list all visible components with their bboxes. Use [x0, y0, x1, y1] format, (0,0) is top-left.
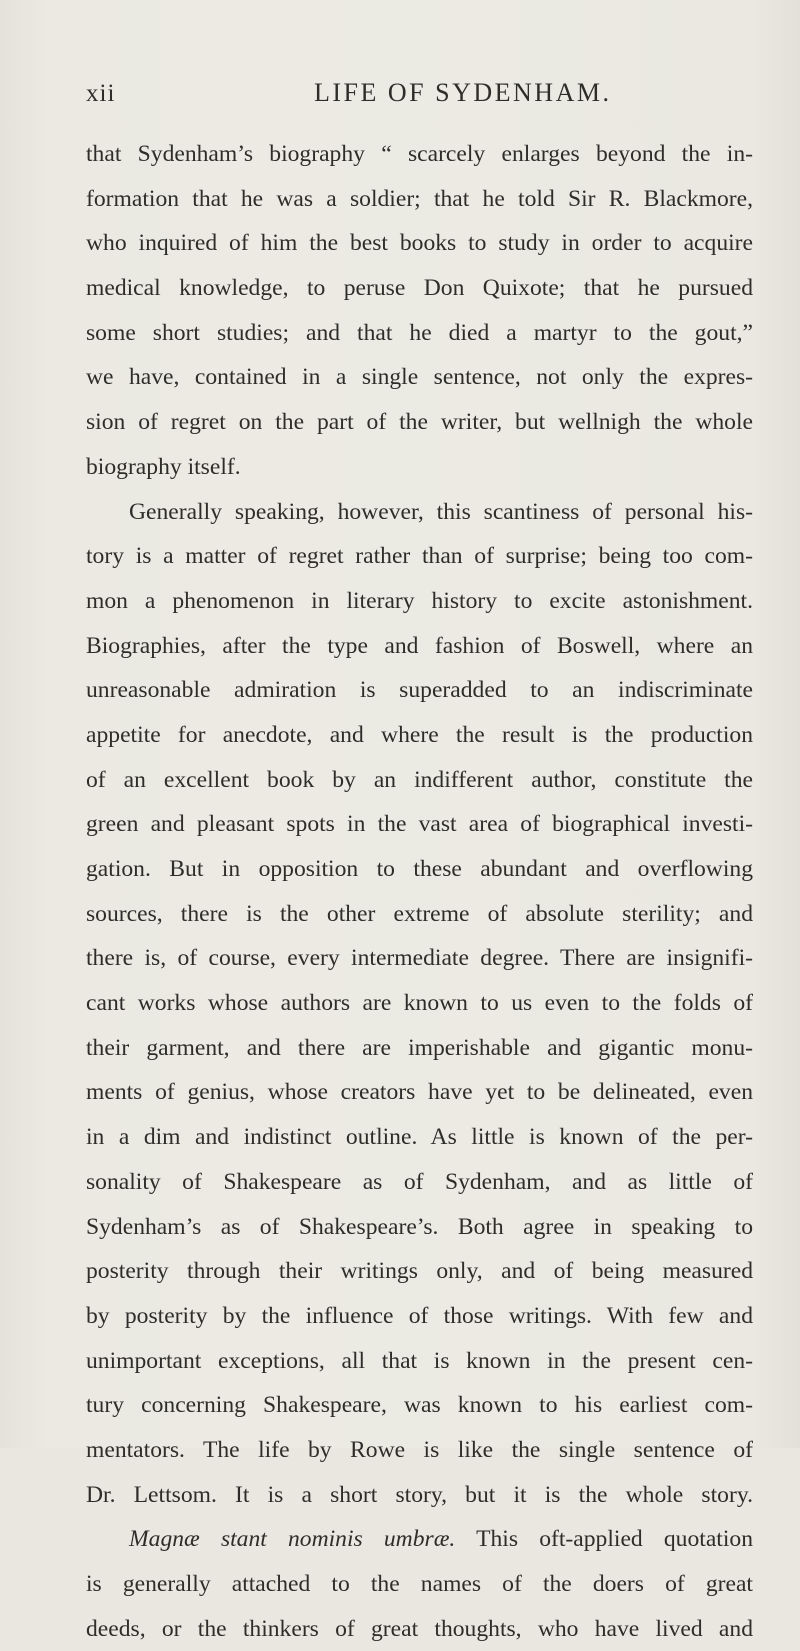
- text-line: unreasonable admiration is superadded to an indiscriminate: [86, 677, 753, 704]
- text-line: mon a phenomenon in literary history to excite astonishment.: [86, 587, 753, 614]
- text-line: green and pleasant spots in the vast area of biographical investi-: [86, 811, 753, 838]
- text-line: formation that he was a soldier; that he told Sir R. Blackmore,: [86, 185, 753, 212]
- text-line: unimportant exceptions, all that is known in the present cen-: [86, 1347, 753, 1374]
- paragraph-start-line: Generally speaking, however, this scantiness of personal his-: [129, 498, 753, 525]
- text-line: mentators. The life by Rowe is like the single sentence of: [86, 1436, 753, 1463]
- quotation-commentary: This oft-applied quotation: [476, 1526, 753, 1553]
- page-number: xii: [86, 80, 116, 107]
- text-line: who inquired of him the best books to study in order to acquire: [86, 230, 753, 257]
- text-line: biography itself.: [86, 453, 241, 480]
- text-line: some short studies; and that he died a martyr to the gout,”: [86, 319, 753, 346]
- text-line: tory is a matter of regret rather than of surprise; being too com-: [86, 543, 753, 570]
- text-line: by posterity by the influence of those writings. With few and: [86, 1302, 753, 1329]
- running-title: LIFE OF SYDENHAM.: [314, 78, 612, 107]
- text-line: cant works whose authors are known to us even to the folds of: [86, 990, 753, 1017]
- text-line: in a dim and indistinct outline. As little is known of the per-: [86, 1124, 753, 1151]
- text-line: posterity through their writings only, and of being measured: [86, 1258, 753, 1285]
- text-line: sonality of Shakespeare as of Sydenham, and as little of: [86, 1168, 753, 1195]
- text-line: that Sydenham’s biography “ scarcely enlarges beyond the in-: [86, 141, 753, 167]
- text-line: Biographies, after the type and fashion of Boswell, where an: [86, 632, 753, 659]
- text-line: gation. But in opposition to these abundant and overflowing: [86, 856, 753, 882]
- text-line: Dr. Lettsom. It is a short story, but it is the whole story.: [86, 1481, 753, 1508]
- text-line: sources, there is the other extreme of absolute sterility; and: [86, 900, 753, 927]
- text-line: we have, contained in a single sentence, not only the expres-: [86, 364, 753, 391]
- text-line: appetite for anecdote, and where the result is the production: [86, 721, 753, 748]
- text-line: deeds, or the thinkers of great thoughts, who have lived and: [86, 1615, 753, 1642]
- body-text: [86, 132, 753, 1651]
- text-line: there is, of course, every intermediate degree. There are insignifi-: [86, 945, 753, 972]
- text-line: tury concerning Shakespeare, was known to his earliest com-: [86, 1392, 753, 1419]
- text-line: Sydenham’s as of Shakespeare’s. Both agree in speaking to: [86, 1213, 753, 1240]
- text-line: their garment, and there are imperishable and gigantic monu-: [86, 1034, 753, 1061]
- latin-quotation: Magnæ stant nominis umbræ.: [129, 1526, 456, 1553]
- text-line: is generally attached to the names of the doers of great: [86, 1571, 753, 1597]
- text-line: medical knowledge, to peruse Don Quixote; that he pursued: [86, 275, 753, 302]
- quotation-line: [86, 1517, 753, 1562]
- running-head: [86, 80, 753, 120]
- text-line: of an excellent book by an indifferent author, constitute the: [86, 766, 753, 793]
- text-line: ments of genius, whose creators have yet to be delineated, even: [86, 1079, 753, 1106]
- text-line: sion of regret on the part of the writer, but wellnigh the whole: [86, 409, 753, 436]
